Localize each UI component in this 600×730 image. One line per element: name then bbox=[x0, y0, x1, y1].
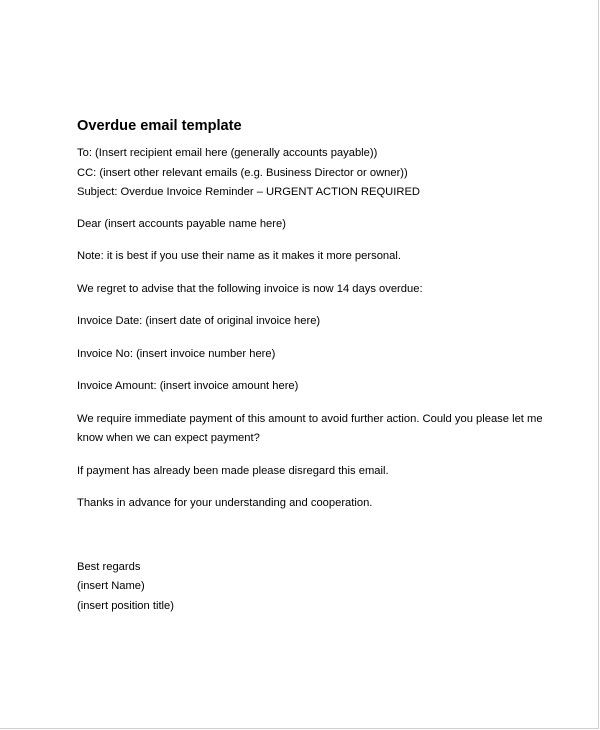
document-body bbox=[77, 116, 557, 616]
to-line: To: (Insert recipient email here (generally accounts payable)) bbox=[77, 147, 378, 159]
signature-block bbox=[77, 558, 557, 617]
cc-line: CC: (insert other relevant emails (e.g. Business Director or owner)) bbox=[77, 166, 408, 179]
payment-request-paragraph: We require immediate payment of this amount to avoid further action. Could you please let me know when we can expect payment? bbox=[77, 412, 543, 444]
invoice-date-line: Invoice Date: (insert date of original invoice here) bbox=[77, 315, 321, 327]
invoice-amount-line: Invoice Amount: (insert invoice amount here) bbox=[77, 380, 299, 392]
invoice-number-line: Invoice No: (insert invoice number here) bbox=[77, 347, 276, 360]
closing: Best regards bbox=[77, 560, 141, 573]
email-header-block bbox=[77, 144, 557, 203]
intro-paragraph: We regret to advise that the following invoice is now 14 days overdue: bbox=[77, 282, 423, 295]
disregard-paragraph: If payment has already been made please disregard this email. bbox=[77, 464, 389, 477]
salutation: Dear (insert accounts payable name here) bbox=[77, 217, 286, 230]
spacer bbox=[77, 514, 557, 558]
note-paragraph: Note: it is best if you use their name as it makes it more personal. bbox=[77, 250, 401, 262]
document-title: Overdue email template bbox=[77, 118, 242, 134]
signature-name: (insert Name) bbox=[77, 580, 145, 592]
signature-position: (insert position title) bbox=[77, 599, 174, 612]
subject-line: Subject: Overdue Invoice Reminder – URGENT ACTION REQUIRED bbox=[77, 186, 420, 198]
thanks-paragraph: Thanks in advance for your understanding and cooperation. bbox=[77, 497, 373, 509]
